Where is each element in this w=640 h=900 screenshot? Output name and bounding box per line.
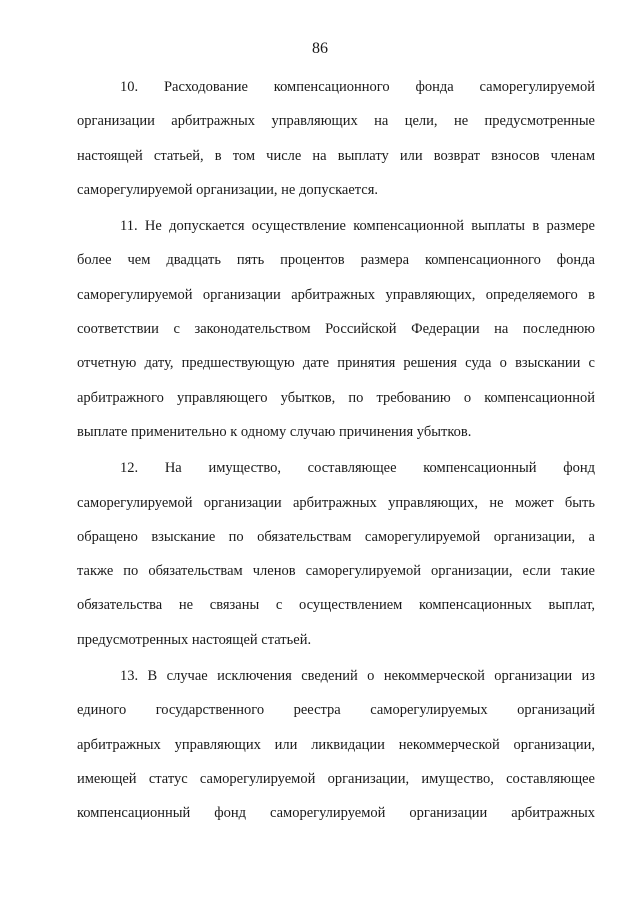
paragraph-12 (77, 451, 595, 657)
text-line: предусмотренных настоящей статьей. (77, 631, 312, 648)
document-body (77, 70, 595, 833)
paragraph-11 (77, 209, 595, 449)
text-line: обращено взыскание по обязательствам саморегулируемой организации, а (77, 528, 595, 545)
text-line: 11. Не допускается осуществление компенсационной выплаты в размере (120, 218, 595, 235)
text-line: настоящей статьей, в том числе на выплату или возврат взносов членам (77, 147, 595, 164)
text-line: саморегулируемой организации, не допускается. (77, 181, 379, 198)
text-line: выплате применительно к одному случаю причинения убытков. (77, 423, 472, 440)
text-line: обязательства не связаны с осуществлением компенсационных выплат, (77, 597, 595, 614)
text-line: 13. В случае исключения сведений о некоммерческой организации из (120, 668, 595, 685)
text-line: арбитражных управляющих или ликвидации некоммерческой организации, (77, 736, 595, 753)
text-line: саморегулируемой организации арбитражных управляющих, определяемого в (77, 286, 595, 303)
text-line: компенсационный фонд саморегулируемой организации арбитражных (77, 805, 595, 822)
text-line: имеющей статус саморегулируемой организации, имущество, составляющее (77, 770, 595, 787)
text-line: организации арбитражных управляющих на цели, не предусмотренные (77, 113, 595, 130)
text-line: арбитражного управляющего убытков, по требованию о компенсационной (77, 389, 595, 406)
text-line: единого государственного реестра саморегулируемых организаций (77, 702, 595, 719)
text-line: саморегулируемой организации арбитражных управляющих, не может быть (77, 494, 595, 511)
text-line: более чем двадцать пять процентов размера компенсационного фонда (77, 252, 595, 269)
paragraph-13 (77, 659, 595, 830)
text-line: соответствии с законодательством Российской Федерации на последнюю (77, 321, 595, 338)
page-number: 86 (312, 40, 328, 57)
text-line: также по обязательствам членов саморегулируемой организации, если такие (77, 563, 595, 580)
text-line: отчетную дату, предшествующую дате принятия решения суда о взыскании с (77, 355, 595, 372)
text-line: 10. Расходование компенсационного фонда саморегулируемой (120, 79, 595, 95)
text-line: 12. На имущество, составляющее компенсационный фонд (120, 460, 595, 477)
paragraph-10 (77, 70, 595, 207)
